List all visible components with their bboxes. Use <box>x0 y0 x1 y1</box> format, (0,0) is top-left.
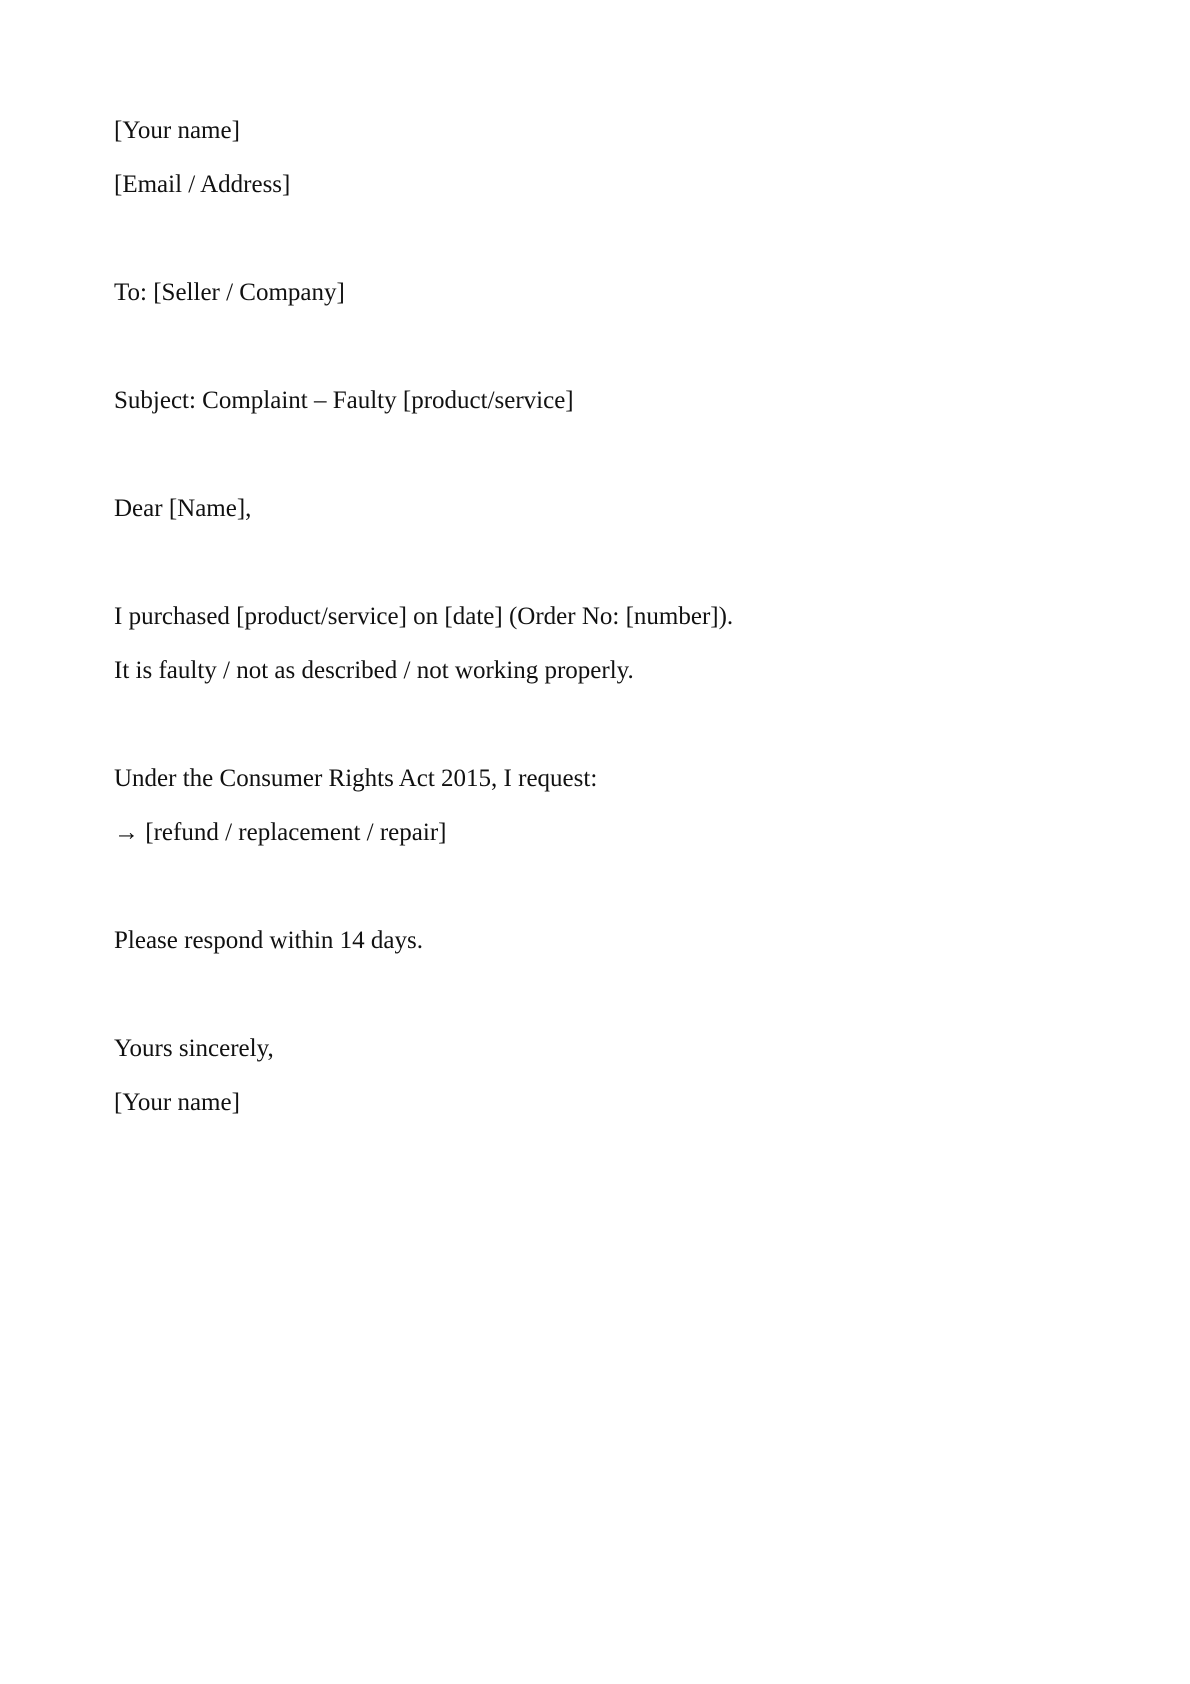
legal-basis-line: Under the Consumer Rights Act 2015, I request: <box>114 765 598 792</box>
sender-contact: [Email / Address] <box>114 171 291 198</box>
recipient-line: To: [Seller / Company] <box>114 279 345 306</box>
signature-name: [Your name] <box>114 1089 240 1116</box>
subject-line: Subject: Complaint – Faulty [product/service] <box>114 387 574 414</box>
remedy-line: → [refund / replacement / repair] <box>114 819 447 846</box>
salutation: Dear [Name], <box>114 495 252 522</box>
sender-name: [Your name] <box>114 117 240 144</box>
body-purchase-line: I purchased [product/service] on [date] (Order No: [number]). <box>114 603 734 630</box>
deadline-line: Please respond within 14 days. <box>114 927 423 954</box>
closing-line: Yours sincerely, <box>114 1035 274 1062</box>
body-issue-line: It is faulty / not as described / not working properly. <box>114 657 634 684</box>
